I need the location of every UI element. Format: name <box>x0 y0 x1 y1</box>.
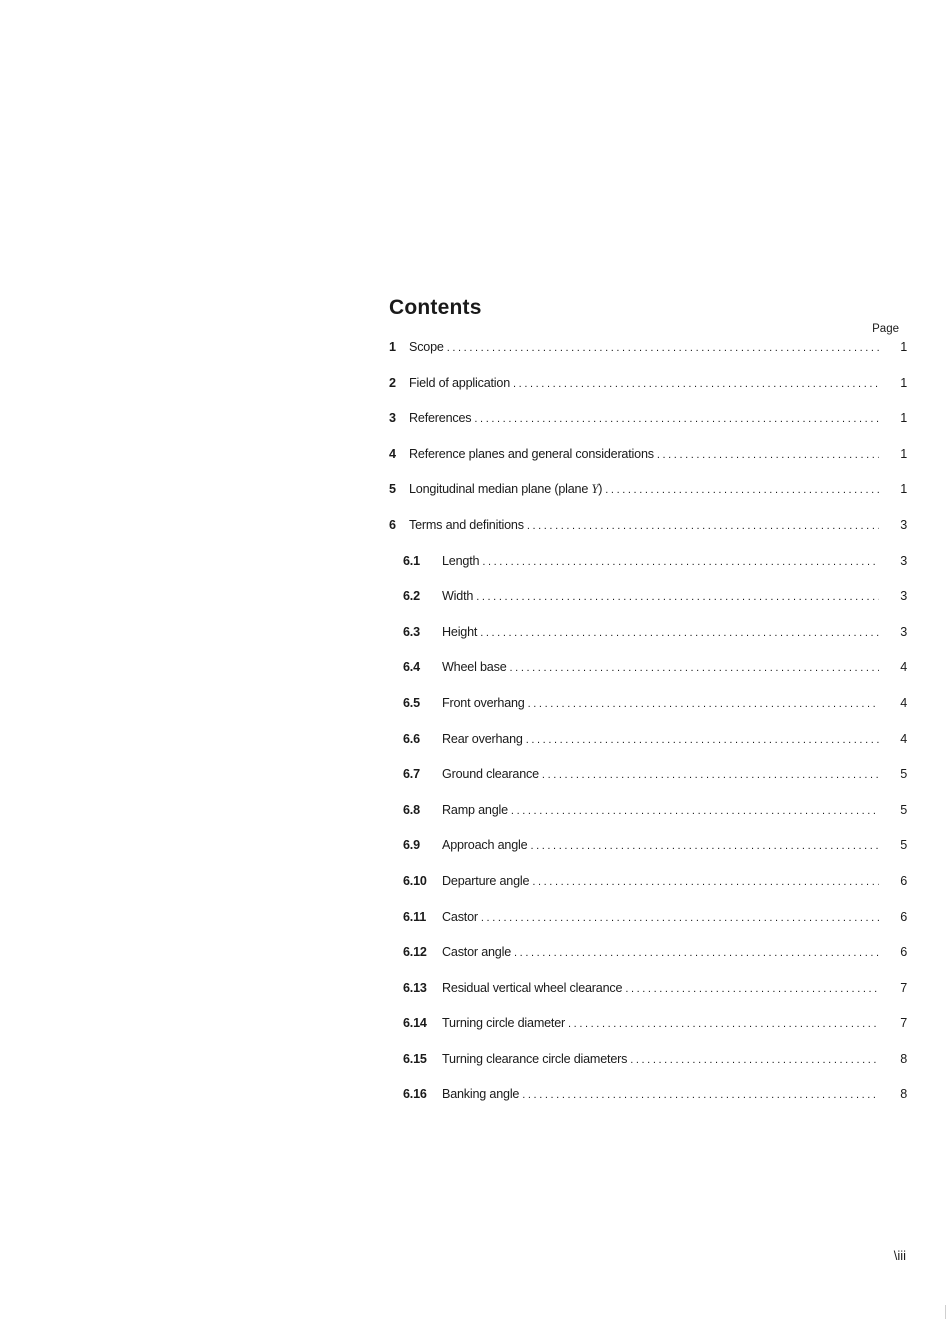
toc-entry-label-text: Longitudinal median plane (plane <box>409 482 592 497</box>
toc-entry-number: 1 <box>389 340 396 354</box>
toc-entry-number: 6.13 <box>403 980 427 995</box>
toc-entry[interactable] <box>389 411 907 447</box>
toc-entry-number: 6.3 <box>403 624 420 639</box>
toc-entry-page: 4 <box>900 695 907 710</box>
toc-entry-number: 6.14 <box>403 1016 427 1031</box>
toc-entry-label: Approach angle <box>442 838 528 853</box>
toc-entry-page: 6 <box>900 909 907 924</box>
toc-entry-page: 4 <box>900 731 907 746</box>
toc-entry-label: Wheel base <box>442 660 507 675</box>
toc-entry-number: 6.6 <box>403 731 420 746</box>
toc-entry-number: 6.15 <box>403 1051 427 1066</box>
dot-leader <box>474 413 879 425</box>
toc-entry[interactable] <box>389 447 907 483</box>
toc-entry-label: References <box>409 411 472 426</box>
toc-entry-number: 6.10 <box>403 873 427 888</box>
dot-leader <box>528 698 879 710</box>
toc-entry-label: Turning circle diameter <box>442 1016 566 1031</box>
toc-subentry[interactable] <box>389 838 907 874</box>
page-title: Contents <box>389 296 482 319</box>
toc-entry-label: Rear overhang <box>442 731 523 746</box>
toc-entry-number: 6.2 <box>403 589 420 604</box>
dot-leader <box>532 876 879 888</box>
toc-entry-page: 7 <box>900 1016 907 1031</box>
toc-subentry[interactable] <box>389 554 907 590</box>
toc-entry-label <box>409 482 602 497</box>
toc-subentry[interactable] <box>389 625 907 661</box>
toc-subentry[interactable] <box>389 589 907 625</box>
table-of-contents <box>389 340 907 1123</box>
toc-subentry[interactable] <box>389 945 907 981</box>
dot-leader <box>527 520 879 532</box>
dot-leader <box>513 378 879 390</box>
toc-entry-number: 3 <box>389 411 396 426</box>
toc-entry-page: 5 <box>900 767 907 782</box>
toc-entry-page: 7 <box>900 980 907 995</box>
toc-entry-page: 8 <box>900 1051 907 1066</box>
toc-entry-number: 6.5 <box>403 695 420 710</box>
toc-entry-label: Front overhang <box>442 695 525 710</box>
toc-entry-number: 6.16 <box>403 1087 427 1102</box>
toc-entry-number: 6.12 <box>403 945 427 960</box>
toc-entry-page: 1 <box>900 411 907 426</box>
toc-subentry[interactable] <box>389 1052 907 1088</box>
page-column-header: Page <box>872 323 899 335</box>
toc-entry-page: 3 <box>900 553 907 568</box>
toc-entry-page: 4 <box>900 660 907 675</box>
toc-entry-label: Departure angle <box>442 873 530 888</box>
toc-entry-number: 6.9 <box>403 838 420 853</box>
toc-entry-label: Ground clearance <box>442 767 539 782</box>
toc-entry-label: Reference planes and general considerations <box>409 446 654 461</box>
toc-subentry[interactable] <box>389 732 907 768</box>
toc-entry-label: Turning clearance circle diameters <box>442 1051 628 1066</box>
toc-entry-label: Castor <box>442 909 478 924</box>
page-number: \iii <box>893 1248 906 1263</box>
toc-entry-number: 2 <box>389 375 396 390</box>
toc-entry-page: 3 <box>900 589 907 604</box>
scan-mark <box>945 1305 946 1319</box>
dot-leader <box>482 556 879 568</box>
toc-entry-label: Ramp angle <box>442 802 508 817</box>
toc-entry-page: 6 <box>900 945 907 960</box>
dot-leader <box>480 627 879 639</box>
dot-leader <box>481 912 879 924</box>
toc-entry-number: 6 <box>389 517 396 532</box>
dot-leader <box>568 1018 879 1030</box>
toc-entry[interactable] <box>389 340 907 376</box>
toc-entry-page: 5 <box>900 802 907 817</box>
toc-entry-number: 6.1 <box>403 553 420 568</box>
toc-entry-number: 6.4 <box>403 660 420 675</box>
dot-leader <box>630 1054 879 1066</box>
toc-entry-label: Height <box>442 624 478 639</box>
toc-entry-label: Terms and definitions <box>409 517 524 532</box>
toc-subentry[interactable] <box>389 696 907 732</box>
toc-entry-label: Residual vertical wheel clearance <box>442 980 623 995</box>
dot-leader <box>522 1089 879 1101</box>
toc-entry-page: 3 <box>900 517 907 532</box>
plane-symbol: Y <box>591 482 599 497</box>
toc-subentry[interactable] <box>389 981 907 1017</box>
dot-leader <box>510 662 879 674</box>
toc-subentry[interactable] <box>389 874 907 910</box>
toc-entry-number: 4 <box>389 446 396 461</box>
toc-entry-number: 6.11 <box>403 909 427 924</box>
dot-leader <box>511 805 879 817</box>
dot-leader <box>526 734 879 746</box>
toc-entry[interactable] <box>389 518 907 554</box>
toc-entry-number: 6.8 <box>403 802 420 817</box>
toc-entry-page: 3 <box>900 624 907 639</box>
toc-entry-label: Length <box>442 553 480 568</box>
toc-subentry[interactable] <box>389 1016 907 1052</box>
toc-entry[interactable] <box>389 376 907 412</box>
toc-entry[interactable] <box>389 482 907 518</box>
toc-entry-page: 5 <box>900 838 907 853</box>
dot-leader <box>605 484 879 496</box>
toc-subentry[interactable] <box>389 767 907 803</box>
toc-entry-label: Castor angle <box>442 945 512 960</box>
dot-leader <box>657 449 879 461</box>
dot-leader <box>530 840 879 852</box>
toc-entry-label: Banking angle <box>442 1087 520 1102</box>
toc-entry-page: 6 <box>900 873 907 888</box>
toc-subentry[interactable] <box>389 910 907 946</box>
toc-entry-label-suffix: ) <box>598 482 603 497</box>
toc-entry-label: Field of application <box>409 375 511 390</box>
toc-entry-number: 5 <box>389 482 396 497</box>
toc-entry-page: 1 <box>900 482 907 497</box>
toc-entry-page: 8 <box>900 1087 907 1102</box>
dot-leader <box>447 342 879 354</box>
dot-leader <box>514 947 879 959</box>
dot-leader <box>542 769 879 781</box>
toc-entry-label: Width <box>442 589 474 604</box>
toc-entry-number: 6.7 <box>403 767 420 782</box>
dot-leader <box>625 983 879 995</box>
toc-subentry[interactable] <box>389 1087 907 1123</box>
toc-entry-page: 1 <box>900 375 907 390</box>
toc-subentry[interactable] <box>389 660 907 696</box>
dot-leader <box>476 591 879 603</box>
toc-entry-page: 1 <box>900 446 907 461</box>
toc-subentry[interactable] <box>389 803 907 839</box>
toc-entry-label: Scope <box>409 340 444 354</box>
toc-entry-page: 1 <box>900 340 907 354</box>
